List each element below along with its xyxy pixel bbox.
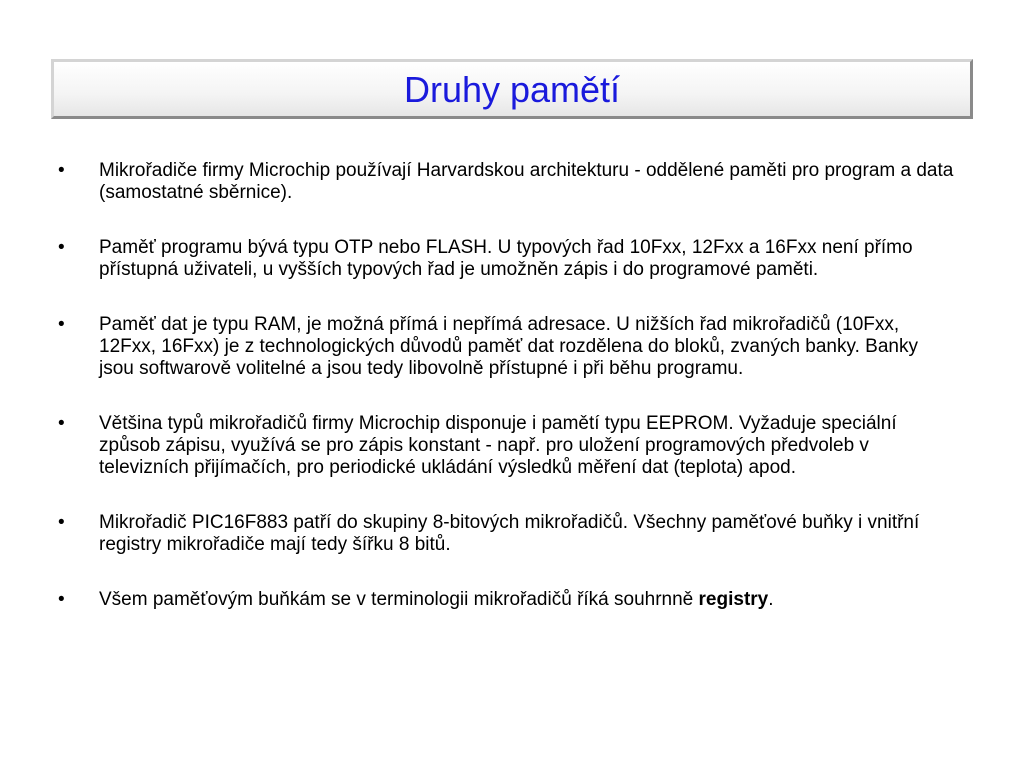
bullet-item-1 [58,160,958,204]
bullet-item-3 [58,314,958,380]
bullet-icon: • [58,160,65,181]
bullet-text-3: Paměť dat je typu RAM, je možná přímá i nepřímá adresace. U nižších řad mikrořadičů (10Fxx, 12Fxx, 16Fxx) je z technologických důvodů paměť dat rozdělena do bloků, zvaných banky. Banky jsou softwarově volitelné a jsou tedy libovolně přístupné i při běhu programu. [99,314,918,379]
bullet-item-6 [58,589,958,611]
bullet-text-6-before: Všem paměťovým buňkám se v terminologii mikrořadičů říká souhrnně [99,589,699,610]
bullet-icon: • [58,589,65,610]
bullet-text-6 [99,589,774,610]
bullet-text-4: Většina typů mikrořadičů firmy Microchip disponuje i pamětí typu EEPROM. Vyžaduje speciální způsob zápisu, využívá se pro zápis konstant - např. pro uložení programových předvoleb v televizních přijímačích, pro periodické ukládání výsledků měření dat (teplota) apod. [99,413,897,478]
bullet-text-6-bold: registry [698,589,769,610]
bullet-icon: • [58,512,65,533]
bullet-icon: • [58,237,65,258]
bullet-icon: • [58,314,65,335]
title-box [51,59,973,119]
bullet-text-1: Mikrořadiče firmy Microchip používají Harvardskou architekturu - oddělené paměti pro program a data (samostatné sběrnice). [99,160,954,203]
slide-title: Druhy pamětí [403,69,621,110]
bullet-list [58,160,958,644]
bullet-item-4 [58,413,958,479]
bullet-text-6-after: . [768,589,774,610]
bullet-item-2 [58,237,958,281]
bullet-icon: • [58,413,65,434]
bullet-text-5: Mikrořadič PIC16F883 patří do skupiny 8-bitových mikrořadičů. Všechny paměťové buňky i vnitřní registry mikrořadiče mají tedy šířku 8 bitů. [99,512,920,555]
bullet-item-5 [58,512,958,556]
bullet-text-2: Paměť programu bývá typu OTP nebo FLASH. U typových řad 10Fxx, 12Fxx a 16Fxx není přímo přístupná uživateli, u vyšších typových řad je umožněn zápis i do programové paměti. [99,237,913,280]
